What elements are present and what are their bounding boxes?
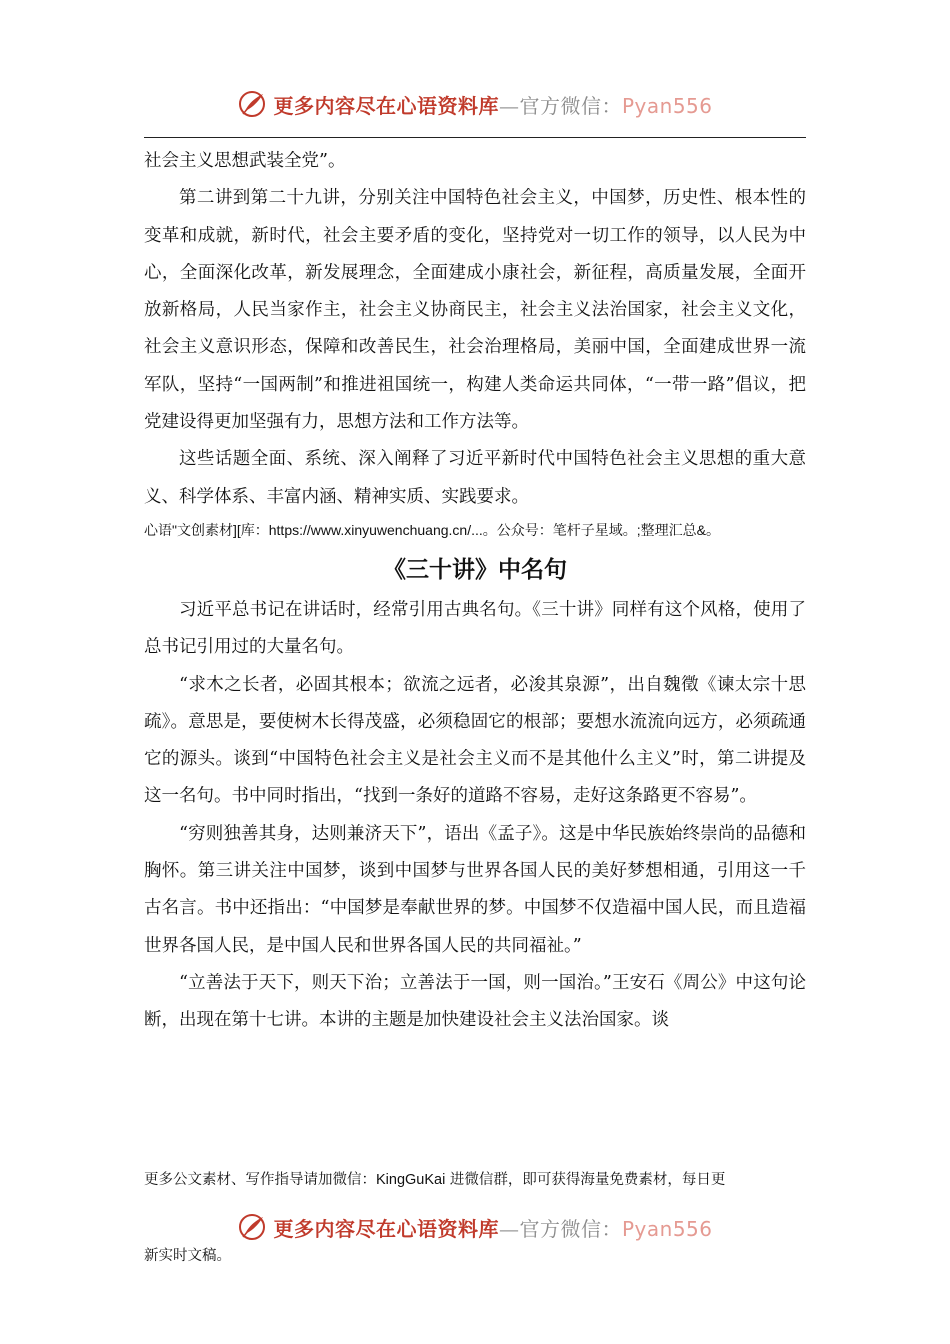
paragraph: “穷则独善其身，达则兼济天下”，语出《孟子》。这是中华民族始终崇尚的品德和胸怀。第三讲关注中国梦，谈到中国梦与世界各国人民的美好梦想相通，引用这一千古名言。书中还指出：“中国梦是奉献世界的梦。中国梦不仅造福中国人民，而且造福世界各国人民，是中国人民和世界各国人民的共同福祉。” [144, 823, 806, 956]
paragraph: 第二讲到第二十九讲，分别关注中国特色社会主义，中国梦，历史性、根本性的变革和成就，新时代，社会主要矛盾的变化，坚持党对一切工作的领导，以人民为中心，全面深化改革，新发展理念，全面建成小康社会，新征程，高质量发展，全面开放新格局，人民当家作主，社会主义协商民主，社会主义法治国家，社会主义文化，社会主义意识形态，保障和改善民生，社会治理格局，美丽中国，全面建成世界一流军队，坚持“一国两制”和推进祖国统一，构建人类命运共同体，“一带一路”倡议，把党建设得更加坚强有力，思想方法和工作方法等。 [144, 188, 806, 433]
header-rule [144, 137, 806, 138]
bottom-watermark-banner [0, 1207, 950, 1247]
source-note: 心语"文创素材][库：https://www.xinyuwenchuang.cn/...。公众号：笔杆子星域。;整理汇总&。 [144, 521, 720, 538]
footer-wechat-id: KingGuKai [376, 1172, 446, 1188]
banner-main-text: 更多内容尽在心语资料库 [273, 1216, 499, 1241]
banner-channel-label: 官方微信： [519, 1216, 622, 1241]
section-heading: 《三十讲》中名句 [383, 555, 567, 583]
footer-text: 进微信群，即可获得海量免费素材，每日更 [445, 1172, 726, 1188]
quill-logo-icon [237, 89, 267, 119]
banner-account-id: Pyan556 [621, 93, 713, 118]
paragraph: 这些话题全面、系统、深入阐释了习近平新时代中国特色社会主义思想的重大意义、科学体系、丰富内涵、精神实质、实践要求。 [144, 449, 806, 507]
document-body [144, 143, 806, 1040]
paragraph: 习近平总书记在讲话时，经常引用古典名句。《三十讲》同样有这个风格，使用了总书记引用过的大量名句。 [144, 599, 806, 658]
banner-account-id: Pyan556 [621, 1216, 713, 1241]
banner-channel-label: 官方微信： [519, 93, 622, 118]
paragraph: “求木之长者，必固其根本；欲流之远者，必浚其泉源”，出自魏徵《谏太宗十思疏》。意思是，要使树木长得茂盛，必须稳固它的根部；要想水流流向远方，必须疏通它的源头。谈到“中国特色社会主义是社会主义而不是其他什么主义”时，第二讲提及这一名句。书中同时指出，“找到一条好的道路不容易，走好这条路更不容易”。 [144, 674, 806, 807]
banner-dash: — [498, 1216, 520, 1241]
footer-promo-line [144, 1168, 824, 1189]
footer-text: 更多公文素材、写作指导请加微信： [144, 1172, 376, 1188]
paragraph: 社会主义思想武装全党”。 [144, 151, 346, 171]
top-watermark-banner [0, 84, 950, 124]
footer-continuation: 新实时文稿。 [144, 1248, 231, 1264]
banner-text [273, 90, 712, 119]
banner-main-text: 更多内容尽在心语资料库 [273, 93, 499, 118]
banner-text [273, 1213, 712, 1242]
paragraph: “立善法于天下，则天下治；立善法于一国，则一国治。”王安石《周公》中这句论断，出现在第十七讲。本讲的主题是加快建设社会主义法治国家。谈 [144, 972, 806, 1031]
quill-logo-icon [237, 1212, 267, 1242]
banner-dash: — [498, 93, 520, 118]
